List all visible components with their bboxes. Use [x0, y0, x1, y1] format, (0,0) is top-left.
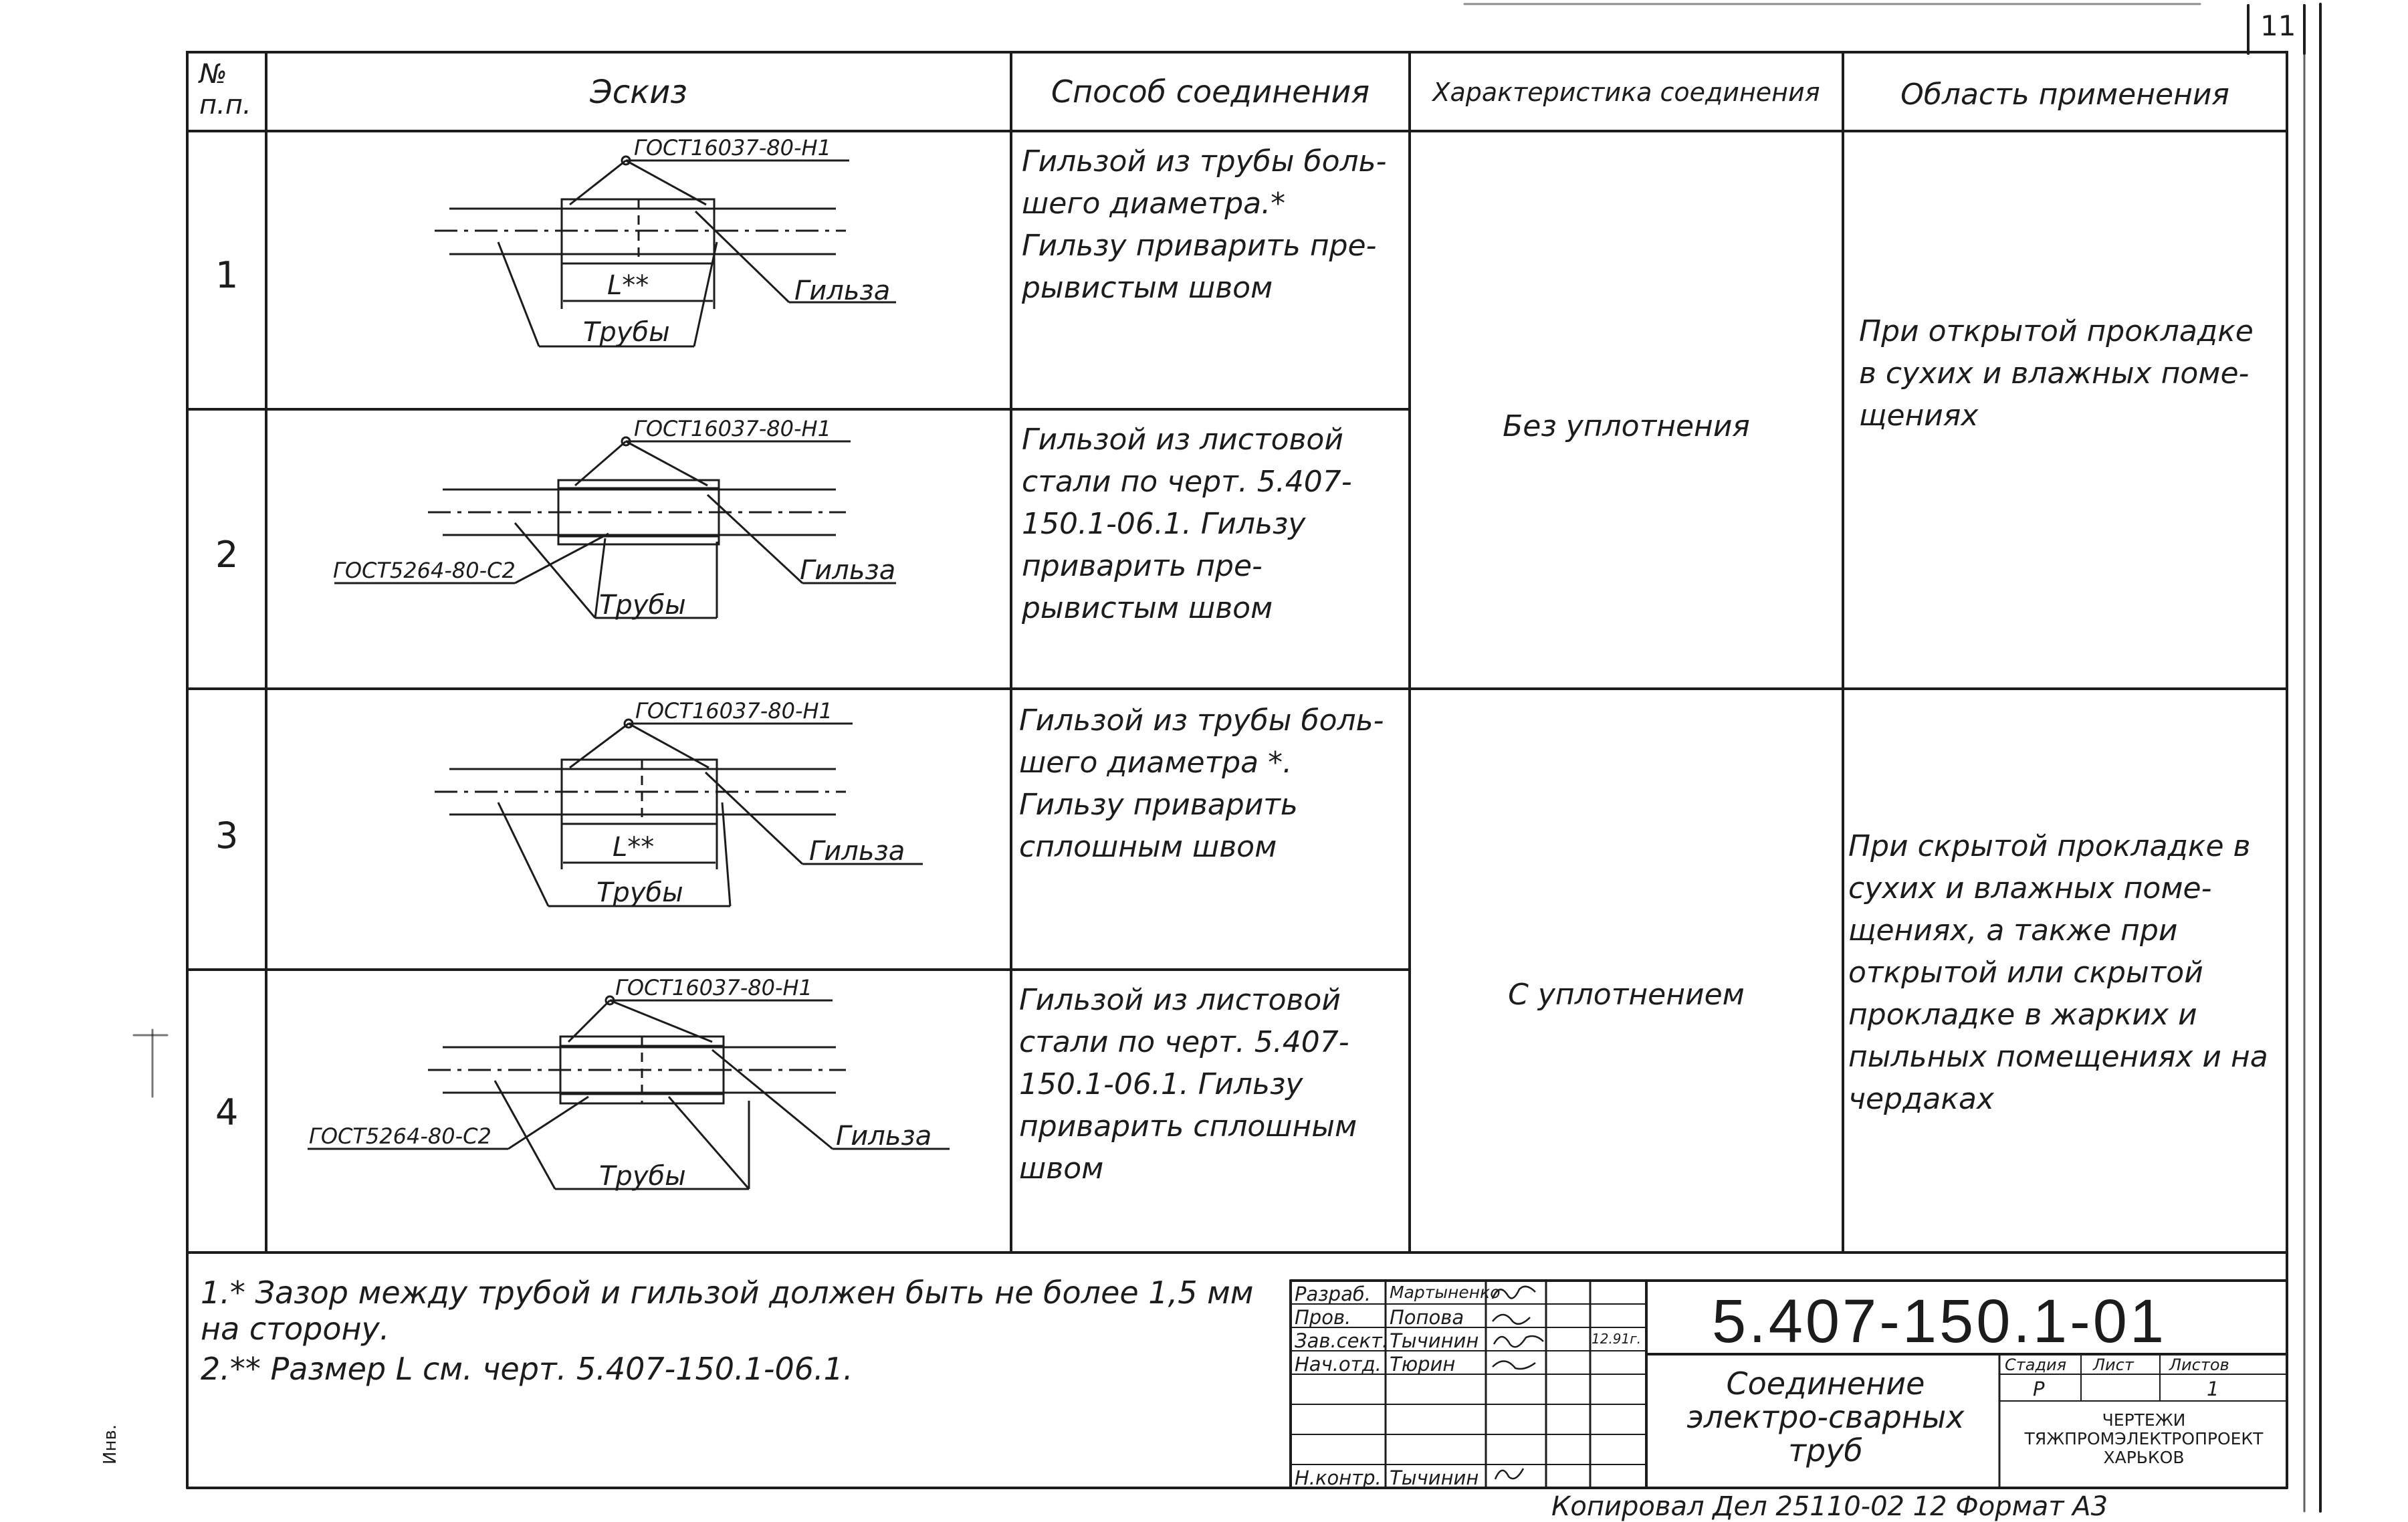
tb-role-2: Зав.сект.	[1295, 1329, 1389, 1352]
header-method: Способ соединения	[1051, 74, 1370, 110]
tb-sheets-header: Листов	[2169, 1355, 2229, 1374]
signature-marks	[1487, 1281, 1588, 1489]
sketch-2-standard-label: ГОСТ16037-80-Н1	[634, 416, 831, 441]
tb-role-3: Нач.отд.	[1295, 1353, 1382, 1376]
row-1-number: 1	[215, 254, 239, 296]
sketch-4-side-label: ГОСТ5264-80-С2	[309, 1123, 491, 1149]
sketch-3-pipes-label: Трубы	[596, 877, 683, 908]
margin-inventory-label: Инв.	[100, 1424, 120, 1464]
characteristic-with-seal: С уплотнением	[1508, 978, 1745, 1012]
organization-stamp: ЧЕРТЕЖИ ТЯЖПРОМЭЛЕКТРОПРОЕКТ ХАРЬКОВ	[2024, 1410, 2264, 1467]
sketch-3-sleeve-label: Гильза	[809, 836, 905, 867]
tb-role-1: Пров.	[1295, 1306, 1351, 1329]
tb-stage-value: Р	[2033, 1378, 2045, 1400]
sketch-1-pipes-label: Трубы	[583, 317, 670, 348]
tb-role-0: Разраб.	[1295, 1283, 1371, 1305]
sketch-1-sleeve-label: Гильза	[794, 276, 891, 306]
characteristic-no-seal: Без уплотнения	[1503, 409, 1750, 443]
row-2-method: Гильзой из листовой стали по черт. 5.407-150.1-06.1. Гильзу приварить пре-рывистым швом	[1022, 423, 1352, 625]
tb-name-3: Тюрин	[1390, 1353, 1456, 1376]
tb-stage-header: Стадия	[2005, 1355, 2067, 1374]
tb-date-2: 12.91г.	[1592, 1331, 1642, 1347]
row-2-number: 2	[215, 534, 239, 576]
note-1: 1.* Зазор между трубой и гильзой должен быть не более 1,5 мм на сторону.	[201, 1275, 1254, 1347]
row-1-method: Гильзой из трубы боль-шего диаметра.* Гильзу приварить пре-рывистым швом	[1022, 144, 1387, 305]
sketch-4-standard-label: ГОСТ16037-80-Н1	[615, 975, 812, 1000]
tb-name-0: Мартыненко	[1390, 1283, 1501, 1302]
header-sketch: Эскиз	[590, 74, 687, 111]
tb-name-2: Тычинин	[1390, 1329, 1479, 1352]
sketch-3-length-label: L**	[613, 832, 655, 863]
note-2: 2.** Размер L см. черт. 5.407-150.1-06.1.	[201, 1351, 853, 1387]
row-3-number: 3	[215, 814, 239, 857]
header-num: № п.п.	[199, 59, 251, 120]
document-title: Соединение электро-сварных труб	[1686, 1366, 1965, 1469]
area-open-installation: При открытой прокладке в сухих и влажных поме-щениях	[1859, 314, 2254, 433]
sketch-1-length-label: L**	[607, 270, 649, 301]
page-number: 11	[2260, 9, 2296, 42]
row-3-method: Гильзой из трубы боль-шего диаметра *. Гильзу приварить сплошным швом	[1019, 703, 1384, 864]
document-number: 5.407-150.1-01	[1712, 1287, 2167, 1355]
area-hidden-installation: При скрытой прокладке в сухих и влажных поме-щениях, а также при открытой или скрытой прокладке в жарких и пыльных помещениях и на чердаках	[1848, 829, 2268, 1116]
header-characteristic: Характеристика соединения	[1432, 78, 1820, 107]
sketch-4-drawing	[308, 996, 950, 1189]
tb-sheets-value: 1	[2207, 1378, 2219, 1400]
row-4-number: 4	[215, 1091, 239, 1133]
sketch-4-sleeve-label: Гильза	[836, 1121, 932, 1152]
sketch-3-standard-label: ГОСТ16037-80-Н1	[635, 698, 833, 724]
sketch-2-sleeve-label: Гильза	[800, 555, 896, 586]
tb-sheet-header: Лист	[2093, 1355, 2134, 1374]
tb-name-6: Тычинин	[1390, 1466, 1479, 1489]
tb-role-6: Н.контр.	[1295, 1466, 1382, 1489]
header-area: Область применения	[1900, 78, 2229, 112]
tb-name-1: Попова	[1390, 1306, 1464, 1329]
row-4-method: Гильзой из листовой стали по черт. 5.407-150.1-06.1. Гильзу приварить сплошным швом	[1019, 983, 1357, 1186]
sketch-2-pipes-label: Трубы	[599, 590, 686, 621]
sketch-4-pipes-label: Трубы	[599, 1161, 686, 1192]
sketch-2-side-label: ГОСТ5264-80-С2	[333, 558, 516, 583]
sketch-1-standard-label: ГОСТ16037-80-Н1	[634, 135, 831, 160]
footer-copy-format: Копировал Дел 25110-02 12 Формат А3	[1551, 1491, 2108, 1522]
